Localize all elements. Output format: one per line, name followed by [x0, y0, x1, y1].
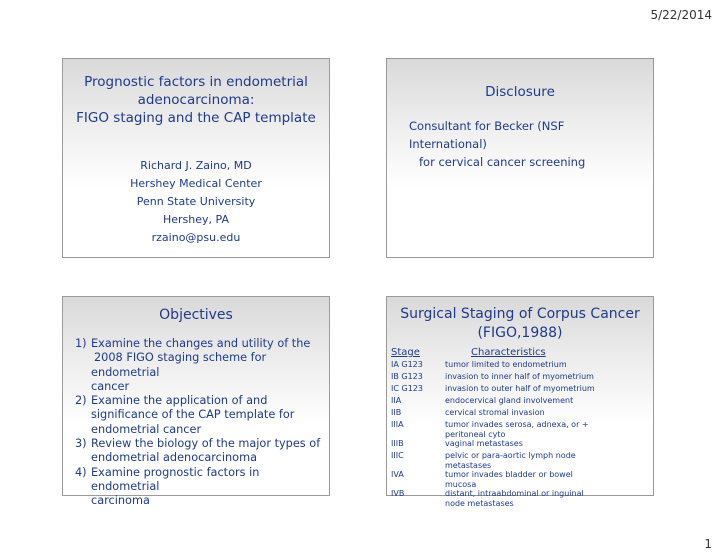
- author-affiliation: Hershey Medical Center: [130, 177, 262, 190]
- column-header-stage: Stage: [391, 347, 420, 358]
- stage-cell: IB G123: [391, 372, 423, 381]
- characteristic-cell: cervical stromal invasion: [445, 408, 545, 417]
- list-text: Review the biology of the major types of endometrial adenocarcinoma: [91, 437, 321, 465]
- table-row: [391, 360, 595, 372]
- author-location: Hershey, PA: [163, 213, 229, 226]
- list-item: [75, 394, 321, 437]
- slide-title: [62, 58, 330, 258]
- stage-cell: IIIB: [391, 439, 404, 448]
- characteristic-cell: invasion to outer half of myometrium: [445, 384, 595, 393]
- title-line: Prognostic factors in endometrial: [84, 74, 308, 90]
- slide-heading: Objectives: [159, 307, 233, 323]
- characteristic-cell: distant, intraabdominal or inguinal node metastases: [445, 489, 584, 508]
- list-item: [75, 466, 321, 509]
- characteristic-cell: tumor invades bladder or bowel mucosa: [445, 470, 573, 489]
- slide-title-heading: [69, 73, 323, 127]
- stage-cell: IVB: [391, 489, 405, 498]
- page-number: 1: [704, 537, 712, 551]
- list-number: 2): [75, 394, 87, 408]
- table-row: [391, 451, 595, 470]
- characteristic-cell: invasion to inner half of myometrium: [445, 372, 594, 381]
- slide-heading: [387, 305, 653, 343]
- author-block: [69, 157, 323, 247]
- slide-objectives: [62, 296, 330, 508]
- table-row: [391, 408, 595, 420]
- title-line: Surgical Staging of Corpus Cancer: [400, 306, 640, 322]
- list-text: Examine the application of and significance of the CAP template for endometrial cancer: [91, 394, 295, 436]
- characteristic-cell: pelvic or para-aortic lymph node metastases: [445, 451, 576, 470]
- objectives-list: [75, 337, 321, 509]
- table-row: [391, 470, 595, 489]
- stage-cell: IIIC: [391, 451, 404, 460]
- table-row: [391, 489, 595, 508]
- stage-cell: IIA: [391, 396, 402, 405]
- list-item: [75, 437, 321, 466]
- slide-heading: Disclosure: [485, 84, 555, 100]
- characteristic-cell: tumor invades serosa, adnexa, or + peritoneal cyto: [445, 420, 589, 439]
- date-stamp: 5/22/2014: [650, 8, 712, 22]
- title-line: adenocarcinoma:: [137, 92, 255, 108]
- title-line: FIGO staging and the CAP template: [76, 110, 316, 126]
- author-email: rzaino@psu.edu: [151, 231, 241, 244]
- slide-staging: [386, 296, 654, 508]
- table-row: [391, 396, 595, 408]
- stage-cell: IIB: [391, 408, 402, 417]
- list-item: [75, 337, 321, 394]
- list-number: 1): [75, 337, 87, 350]
- characteristic-cell: vaginal metastases: [445, 439, 523, 448]
- author-name: Richard J. Zaino, MD: [140, 159, 252, 172]
- list-text: Examine prognostic factors in endometrial carcinoma: [91, 465, 260, 508]
- author-university: Penn State University: [136, 195, 256, 208]
- stage-cell: IIIA: [391, 420, 404, 429]
- table-row: [391, 439, 595, 451]
- list-number: 4): [75, 465, 87, 479]
- list-number: 3): [75, 437, 87, 451]
- slide-disclosure: [386, 58, 654, 258]
- characteristic-cell: endocervical gland involvement: [445, 396, 574, 405]
- disclosure-line: for cervical cancer screening: [419, 155, 586, 169]
- stage-cell: IA G123: [391, 360, 423, 369]
- list-text: Examine the changes and utility of the 2008 FIGO staging scheme for endometrial cancer: [91, 337, 311, 393]
- disclosure-text: [409, 117, 645, 171]
- table-row: [391, 372, 595, 384]
- stage-cell: IC G123: [391, 384, 423, 393]
- column-header-characteristics: Characteristics: [471, 347, 546, 358]
- stage-cell: IVA: [391, 470, 404, 479]
- staging-table: [391, 360, 595, 508]
- disclosure-line: Consultant for Becker (NSF International): [409, 119, 565, 151]
- title-line: (FIGO,1988): [477, 325, 563, 341]
- table-row: [391, 384, 595, 396]
- characteristic-cell: tumor limited to endometrium: [445, 360, 567, 369]
- table-row: [391, 420, 595, 439]
